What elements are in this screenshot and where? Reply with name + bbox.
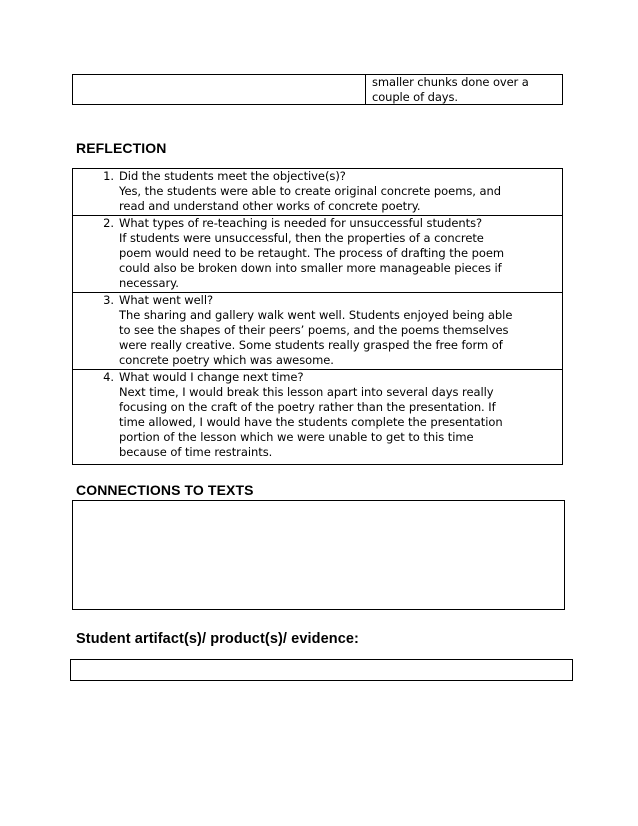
item-answer-line: to see the shapes of their peers’ poems, and the poems themselves [119, 323, 509, 337]
connections-heading: CONNECTIONS TO TEXTS [76, 482, 254, 498]
item-answer-line: read and understand other works of concrete poetry. [119, 199, 421, 213]
reflection-item [73, 216, 562, 293]
reflection-heading: REFLECTION [76, 140, 167, 156]
reflection-table [72, 168, 563, 465]
artifact-box [70, 659, 573, 681]
item-content [119, 293, 562, 369]
item-answer-line: Yes, the students were able to create original concrete poems, and [119, 184, 501, 198]
item-number: 2. [103, 216, 114, 230]
item-answer-line: necessary. [119, 276, 179, 290]
top-table-right-cell [366, 75, 562, 104]
item-answer-line: were really creative. Some students really grasped the free form of [119, 338, 503, 352]
top-table-text-line: smaller chunks done over a [372, 75, 529, 89]
item-answer-line: Next time, I would break this lesson apart into several days really [119, 385, 494, 399]
item-answer-line: time allowed, I would have the students complete the presentation [119, 415, 503, 429]
item-question: What went well? [119, 293, 214, 307]
top-table-left-cell [73, 75, 366, 104]
item-answer-line: focusing on the craft of the poetry rather than the presentation. If [119, 400, 496, 414]
item-answer-line: The sharing and gallery walk went well. Students enjoyed being able [119, 308, 513, 322]
item-answer-line: concrete poetry which was awesome. [119, 353, 334, 367]
item-content [119, 216, 562, 292]
item-answer-line: portion of the lesson which we were unable to get to this time [119, 430, 474, 444]
top-table-fragment [72, 74, 563, 105]
item-number: 1. [103, 169, 114, 183]
item-number: 3. [103, 293, 114, 307]
item-answer-line: poem would need to be retaught. The process of drafting the poem [119, 246, 505, 260]
item-answer-line: If students were unsuccessful, then the properties of a concrete [119, 231, 484, 245]
reflection-item [73, 370, 562, 464]
artifact-heading: Student artifact(s)/ product(s)/ evidence: [76, 631, 359, 647]
item-answer-line: could also be broken down into smaller more manageable pieces if [119, 261, 502, 275]
item-number: 4. [103, 370, 114, 384]
reflection-item [73, 169, 562, 216]
top-table-text-line: couple of days. [372, 90, 458, 104]
item-content [119, 370, 562, 464]
item-answer-line: because of time restraints. [119, 445, 273, 459]
item-question: Did the students meet the objective(s)? [119, 169, 346, 183]
item-question: What types of re-teaching is needed for unsuccessful students? [119, 216, 483, 230]
item-question: What would I change next time? [119, 370, 304, 384]
connections-box [72, 500, 565, 610]
reflection-item [73, 293, 562, 370]
item-content [119, 169, 562, 215]
